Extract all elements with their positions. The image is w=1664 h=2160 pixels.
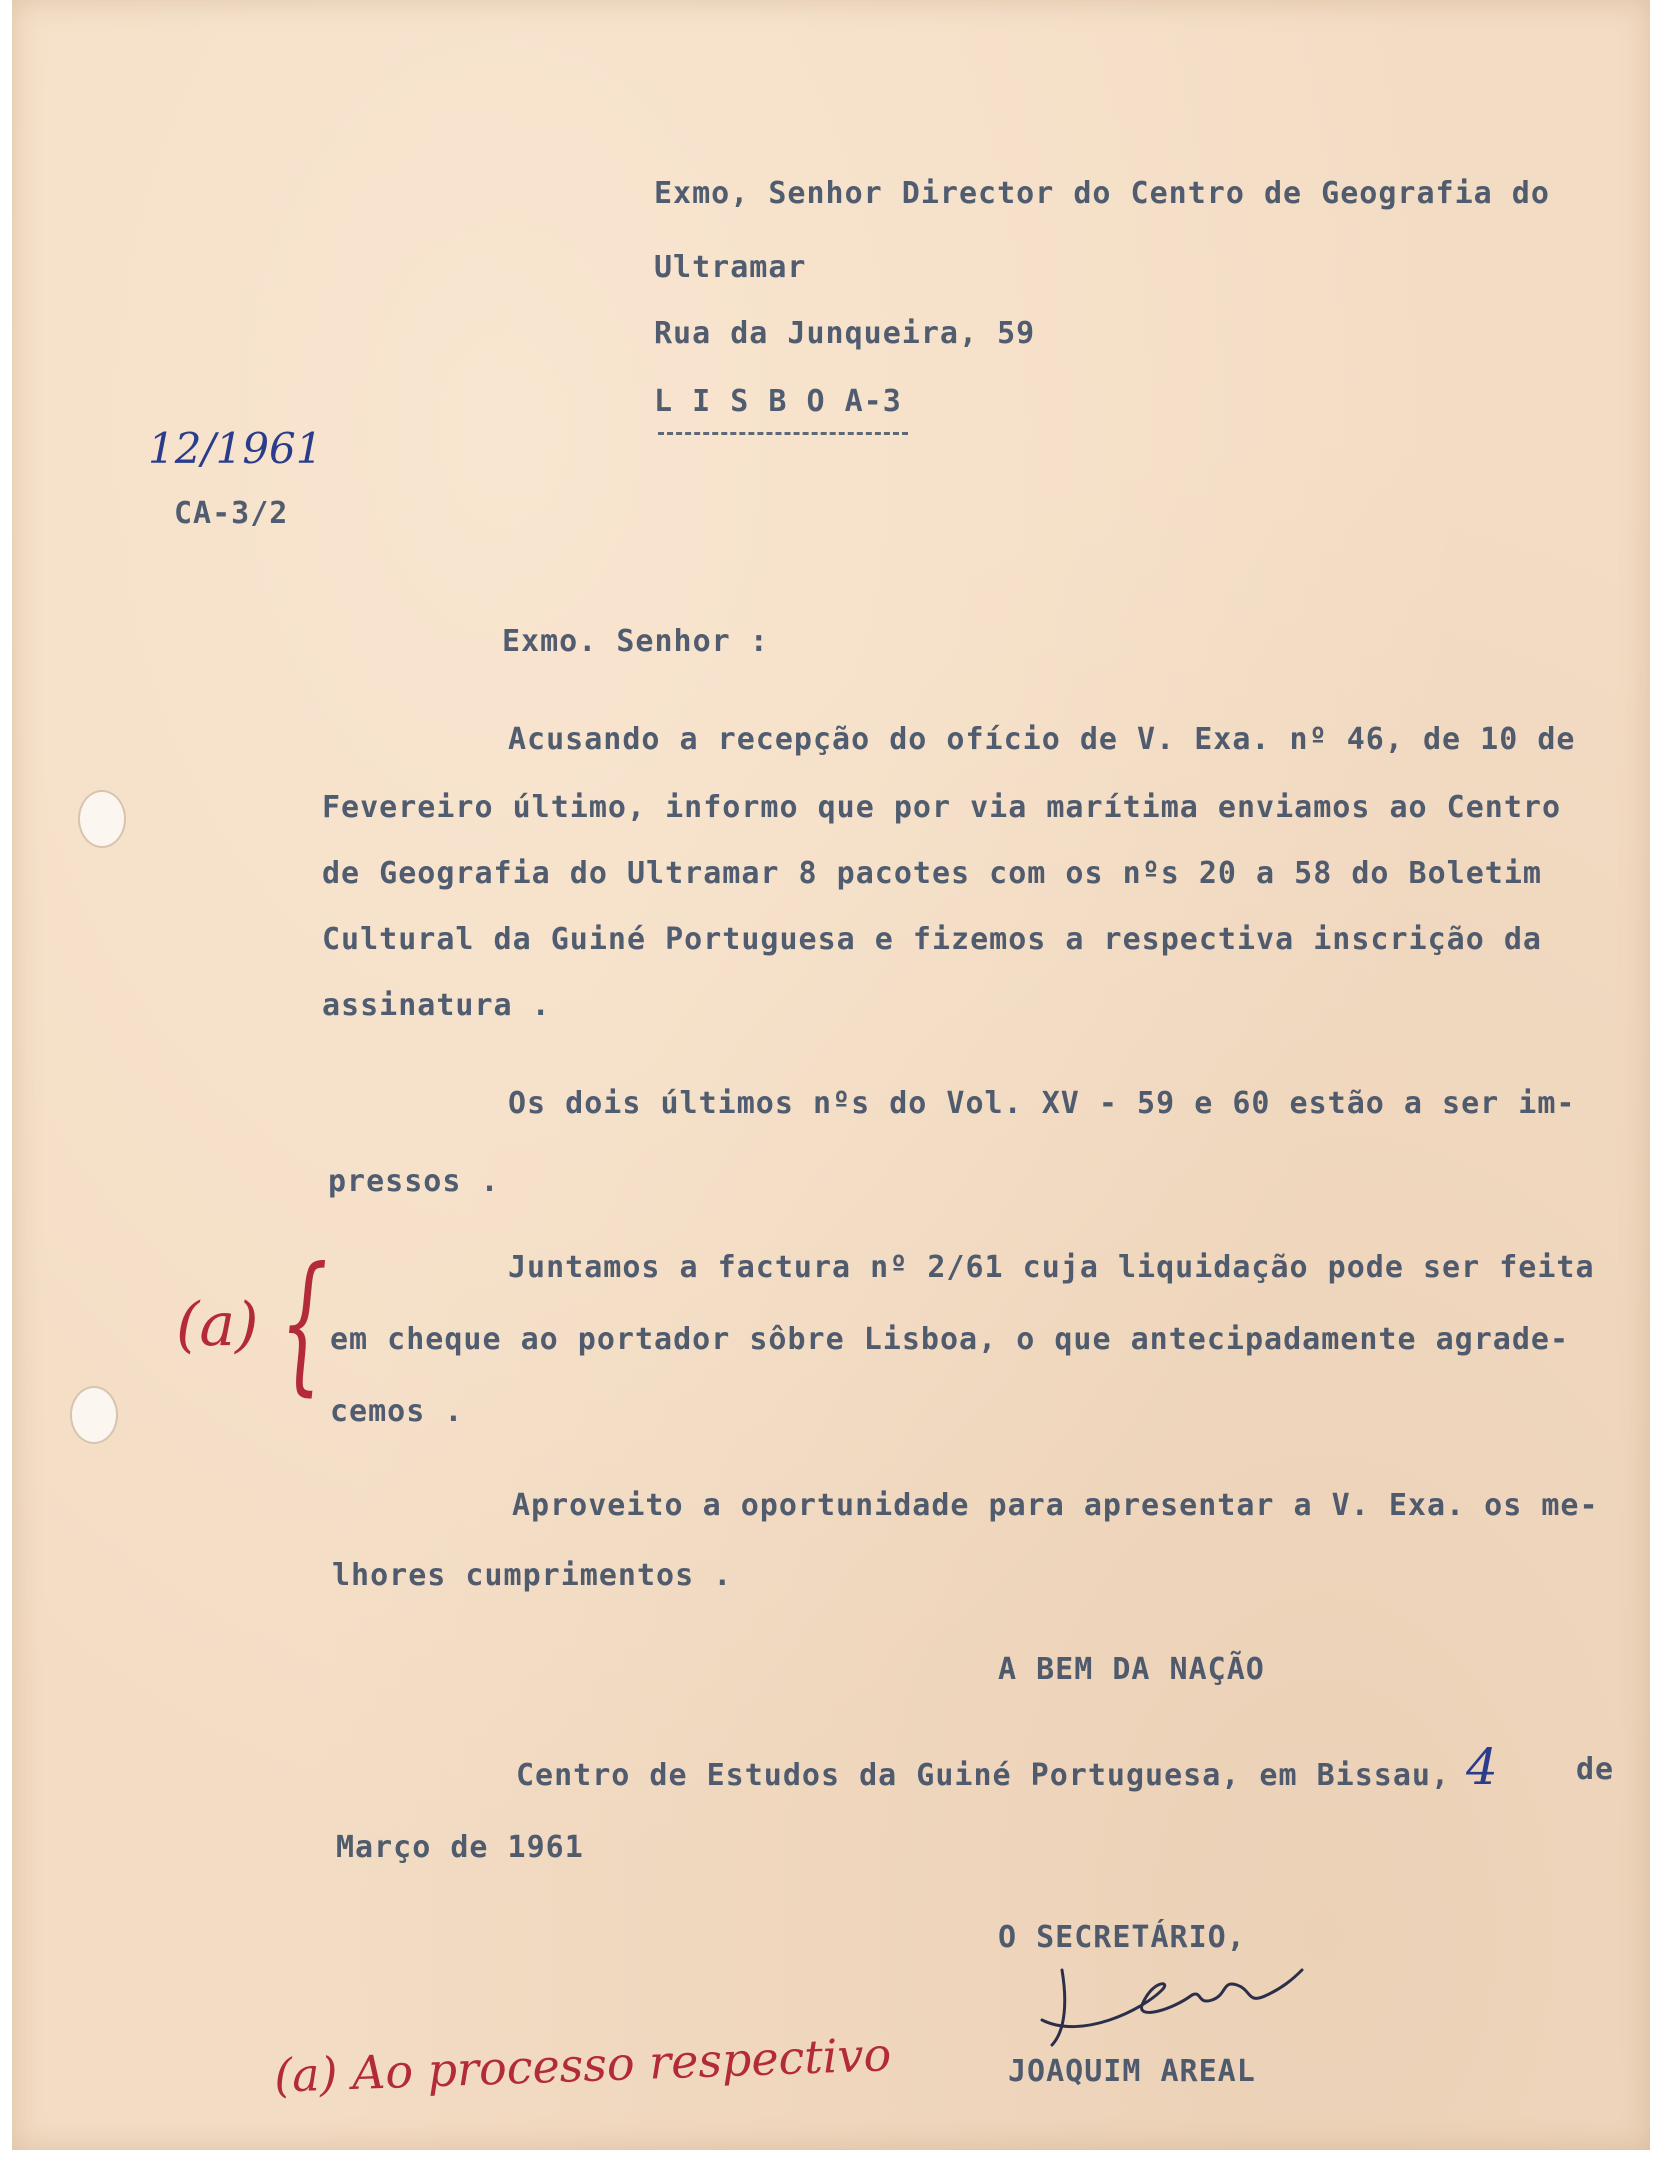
city-underline	[658, 432, 908, 435]
p2-line-1: Os dois últimos nºs do Vol. XV - 59 e 60 estão a ser im-	[508, 1086, 1576, 1121]
punch-hole-bottom	[70, 1386, 118, 1444]
addressee-city: L I S B O A-3	[654, 384, 902, 419]
p1-line-4: Cultural da Guiné Portuguesa e fizemos a respectiva inscrição da	[322, 922, 1542, 957]
p3-line-2: em cheque ao portador sôbre Lisboa, o que antecipadamente agrade-	[330, 1322, 1569, 1357]
margin-brace: {	[280, 1236, 328, 1410]
p3-line-1: Juntamos a factura nº 2/61 cuja liquidação pode ser feita	[508, 1250, 1595, 1285]
punch-hole-top	[78, 790, 126, 848]
handwritten-day: 4	[1466, 1738, 1498, 1796]
p4-line-1: Aproveito a oportunidade para apresentar a V. Exa. os me-	[512, 1488, 1599, 1523]
p1-line-2: Fevereiro último, informo que por via marítima enviamos ao Centro	[322, 790, 1561, 825]
signature	[1022, 1950, 1322, 2060]
addressee-line-3: Rua da Junqueira, 59	[654, 316, 1036, 351]
salutation: Exmo. Senhor :	[502, 624, 769, 659]
closing-formula: A BEM DA NAÇÃO	[998, 1652, 1265, 1687]
place-date-line-1: Centro de Estudos da Guiné Portuguesa, em Bissau,	[516, 1758, 1451, 1793]
p1-line-3: de Geografia do Ultramar 8 pacotes com os nºs 20 a 58 do Boletim	[322, 856, 1542, 891]
p1-line-1: Acusando a recepção do ofício de V. Exa. nº 46, de 10 de	[508, 722, 1576, 757]
place-date-line-2: Março de 1961	[336, 1830, 584, 1865]
footer-note: (a) Ao processo respectivo	[273, 2027, 893, 2103]
reference-number: 12/1961	[148, 424, 323, 473]
p2-line-2: pressos .	[328, 1164, 500, 1199]
addressee-line-1: Exmo, Senhor Director do Centro de Geografia do	[654, 176, 1550, 211]
place-date-de: de	[1576, 1752, 1615, 1787]
signatory-title: O SECRETÁRIO,	[998, 1920, 1246, 1955]
addressee-line-2: Ultramar	[654, 250, 807, 285]
p4-line-2: lhores cumprimentos .	[332, 1558, 733, 1593]
reference-code: CA-3/2	[174, 496, 289, 531]
signatory-name: JOAQUIM AREAL	[1008, 2054, 1256, 2089]
letter-page	[12, 0, 1650, 2150]
p1-line-5: assinatura .	[322, 988, 551, 1023]
margin-mark: (a)	[176, 1290, 259, 1360]
p3-line-3: cemos .	[330, 1394, 464, 1429]
